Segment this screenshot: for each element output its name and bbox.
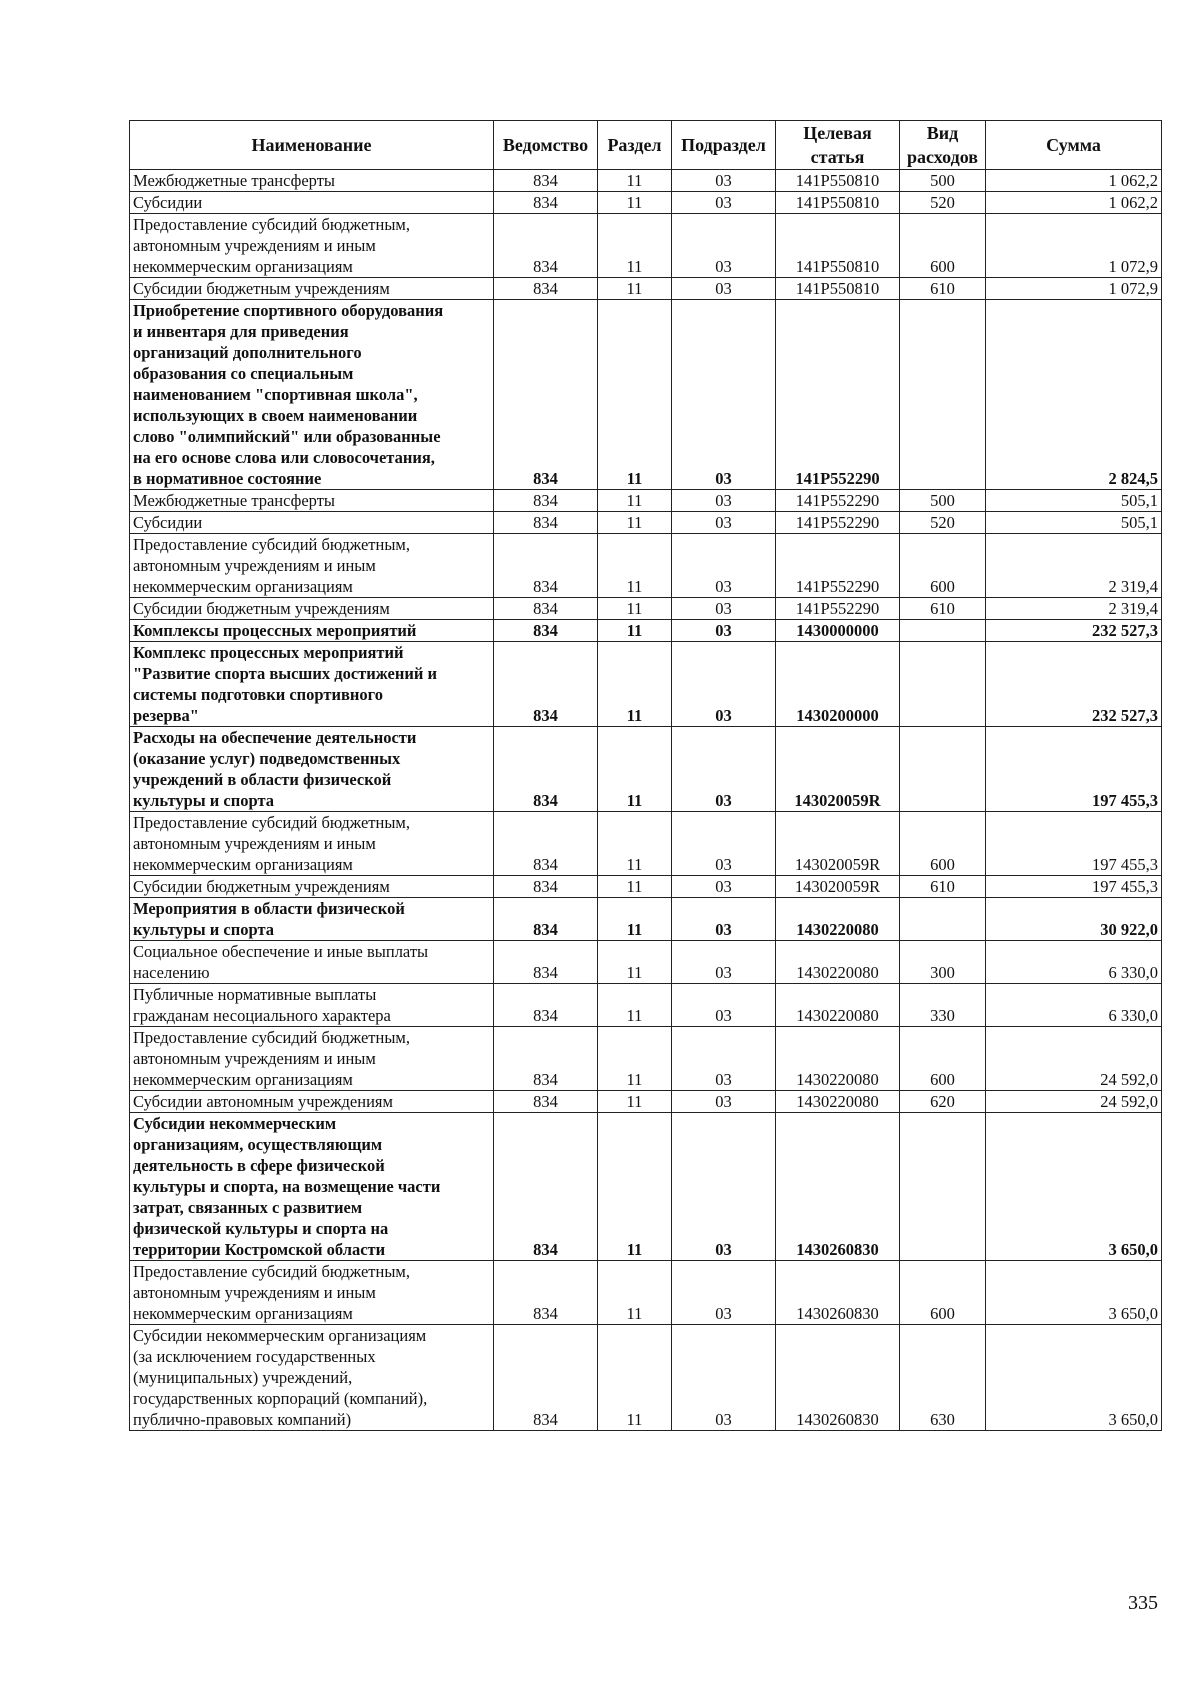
row-name-cell: Предоставление субсидий бюджетным, автономным учреждениям и иным некоммерческим организациям: [130, 1027, 494, 1091]
table-body: [130, 170, 1162, 1431]
row-target-article-cell: 143020059R: [776, 876, 900, 898]
table-row: [130, 1261, 1162, 1325]
row-ved-cell: 834: [494, 192, 598, 214]
row-sum-cell: 197 455,3: [986, 876, 1162, 898]
row-razdel-cell: 11: [598, 170, 672, 192]
table-row: [130, 490, 1162, 512]
row-podrazdel-cell: 03: [672, 984, 776, 1027]
row-name-cell: Мероприятия в области физической культуры и спорта: [130, 898, 494, 941]
row-expense-type-cell: 300: [900, 941, 986, 984]
row-sum-cell: 505,1: [986, 490, 1162, 512]
row-name-cell: Межбюджетные трансферты: [130, 490, 494, 512]
row-razdel-cell: 11: [598, 1261, 672, 1325]
row-expense-type-cell: 500: [900, 490, 986, 512]
row-razdel-cell: 11: [598, 642, 672, 727]
row-name-cell: Предоставление субсидий бюджетным, автономным учреждениям и иным некоммерческим организациям: [130, 534, 494, 598]
table-row: [130, 876, 1162, 898]
row-name-cell: Субсидии некоммерческим организациям (за исключением государственных (муниципальных) учреждений, государственных корпораций (компаний), публично-правовых компаний): [130, 1325, 494, 1431]
row-sum-cell: 1 072,9: [986, 278, 1162, 300]
row-razdel-cell: 11: [598, 192, 672, 214]
row-sum-cell: 1 062,2: [986, 170, 1162, 192]
row-target-article-cell: 1430260830: [776, 1113, 900, 1261]
row-target-article-cell: 1430220080: [776, 984, 900, 1027]
table-header: [130, 121, 1162, 170]
row-sum-cell: 2 319,4: [986, 534, 1162, 598]
table-row: [130, 727, 1162, 812]
row-razdel-cell: 11: [598, 598, 672, 620]
row-name-cell: Субсидии некоммерческим организациям, осуществляющим деятельность в сфере физической культуры и спорта, на возмещение части затрат, связанных с развитием физической культуры и спорта на территории Костромской области: [130, 1113, 494, 1261]
row-podrazdel-cell: 03: [672, 941, 776, 984]
table-row: [130, 984, 1162, 1027]
row-podrazdel-cell: 03: [672, 1261, 776, 1325]
row-expense-type-cell: 500: [900, 170, 986, 192]
table-row: [130, 192, 1162, 214]
table-row: [130, 1113, 1162, 1261]
table-row: [130, 300, 1162, 490]
row-ved-cell: 834: [494, 598, 598, 620]
row-ved-cell: 834: [494, 642, 598, 727]
row-expense-type-cell: 600: [900, 1027, 986, 1091]
row-target-article-cell: 1430200000: [776, 642, 900, 727]
table-row: [130, 812, 1162, 876]
row-name-cell: Публичные нормативные выплаты гражданам несоциального характера: [130, 984, 494, 1027]
row-target-article-cell: 1430220080: [776, 1027, 900, 1091]
row-razdel-cell: 11: [598, 300, 672, 490]
row-name-cell: Расходы на обеспечение деятельности (оказание услуг) подведомственных учреждений в области физической культуры и спорта: [130, 727, 494, 812]
row-expense-type-cell: 610: [900, 598, 986, 620]
row-razdel-cell: 11: [598, 620, 672, 642]
row-expense-type-cell: [900, 1113, 986, 1261]
header-expense-type: Вид расходов: [900, 121, 986, 170]
row-name-cell: Субсидии: [130, 512, 494, 534]
table-row: [130, 1091, 1162, 1113]
row-razdel-cell: 11: [598, 490, 672, 512]
header-podrazdel: Подраздел: [672, 121, 776, 170]
row-sum-cell: 3 650,0: [986, 1113, 1162, 1261]
row-podrazdel-cell: 03: [672, 1091, 776, 1113]
row-ved-cell: 834: [494, 984, 598, 1027]
header-sum: Сумма: [986, 121, 1162, 170]
table-row: [130, 598, 1162, 620]
row-razdel-cell: 11: [598, 941, 672, 984]
row-expense-type-cell: 610: [900, 278, 986, 300]
row-podrazdel-cell: 03: [672, 512, 776, 534]
row-target-article-cell: 141P550810: [776, 278, 900, 300]
row-razdel-cell: 11: [598, 1113, 672, 1261]
table-row: [130, 170, 1162, 192]
row-target-article-cell: 1430260830: [776, 1261, 900, 1325]
row-podrazdel-cell: 03: [672, 1325, 776, 1431]
row-ved-cell: 834: [494, 1091, 598, 1113]
row-sum-cell: 3 650,0: [986, 1325, 1162, 1431]
header-target-article: Целевая статья: [776, 121, 900, 170]
row-razdel-cell: 11: [598, 1325, 672, 1431]
row-name-cell: Предоставление субсидий бюджетным, автономным учреждениям и иным некоммерческим организациям: [130, 214, 494, 278]
table-row: [130, 1325, 1162, 1431]
row-razdel-cell: 11: [598, 534, 672, 598]
row-razdel-cell: 11: [598, 876, 672, 898]
row-target-article-cell: 141P550810: [776, 170, 900, 192]
row-razdel-cell: 11: [598, 214, 672, 278]
row-sum-cell: 24 592,0: [986, 1091, 1162, 1113]
row-ved-cell: 834: [494, 278, 598, 300]
row-name-cell: Субсидии бюджетным учреждениям: [130, 876, 494, 898]
row-target-article-cell: 1430220080: [776, 898, 900, 941]
row-name-cell: Комплексы процессных мероприятий: [130, 620, 494, 642]
row-name-cell: Предоставление субсидий бюджетным, автономным учреждениям и иным некоммерческим организациям: [130, 812, 494, 876]
row-name-cell: Комплекс процессных мероприятий "Развитие спорта высших достижений и системы подготовки спортивного резерва": [130, 642, 494, 727]
row-sum-cell: 197 455,3: [986, 812, 1162, 876]
row-razdel-cell: 11: [598, 727, 672, 812]
row-podrazdel-cell: 03: [672, 490, 776, 512]
row-razdel-cell: 11: [598, 512, 672, 534]
row-ved-cell: 834: [494, 300, 598, 490]
page-number: 335: [1128, 1592, 1158, 1614]
row-name-cell: Субсидии бюджетным учреждениям: [130, 278, 494, 300]
row-expense-type-cell: [900, 898, 986, 941]
row-ved-cell: 834: [494, 1113, 598, 1261]
row-sum-cell: 24 592,0: [986, 1027, 1162, 1091]
header-name: Наименование: [130, 121, 494, 170]
row-name-cell: Межбюджетные трансферты: [130, 170, 494, 192]
row-razdel-cell: 11: [598, 812, 672, 876]
row-sum-cell: 505,1: [986, 512, 1162, 534]
budget-table: [129, 120, 1162, 1431]
row-expense-type-cell: 520: [900, 512, 986, 534]
row-sum-cell: 3 650,0: [986, 1261, 1162, 1325]
row-name-cell: Субсидии бюджетным учреждениям: [130, 598, 494, 620]
header-ved: Ведомство: [494, 121, 598, 170]
row-podrazdel-cell: 03: [672, 598, 776, 620]
row-sum-cell: 6 330,0: [986, 984, 1162, 1027]
row-expense-type-cell: [900, 300, 986, 490]
row-expense-type-cell: 630: [900, 1325, 986, 1431]
row-name-cell: Субсидии: [130, 192, 494, 214]
row-sum-cell: 197 455,3: [986, 727, 1162, 812]
table-row: [130, 278, 1162, 300]
row-podrazdel-cell: 03: [672, 278, 776, 300]
row-name-cell: Субсидии автономным учреждениям: [130, 1091, 494, 1113]
row-expense-type-cell: 330: [900, 984, 986, 1027]
row-razdel-cell: 11: [598, 278, 672, 300]
row-ved-cell: 834: [494, 898, 598, 941]
row-target-article-cell: 143020059R: [776, 812, 900, 876]
row-expense-type-cell: 520: [900, 192, 986, 214]
row-podrazdel-cell: 03: [672, 170, 776, 192]
row-podrazdel-cell: 03: [672, 214, 776, 278]
row-name-cell: Приобретение спортивного оборудования и инвентаря для приведения организаций дополнительного образования со специальным наименованием "спортивная школа", использующих в своем наименовании слово "олимпийский" или образованные на его основе слова или словосочетания, в нормативное состояние: [130, 300, 494, 490]
row-ved-cell: 834: [494, 1325, 598, 1431]
row-expense-type-cell: 610: [900, 876, 986, 898]
row-ved-cell: 834: [494, 620, 598, 642]
row-expense-type-cell: [900, 620, 986, 642]
header-row: [130, 121, 1162, 170]
row-sum-cell: 2 319,4: [986, 598, 1162, 620]
table-row: [130, 1027, 1162, 1091]
row-target-article-cell: 141P552290: [776, 598, 900, 620]
row-expense-type-cell: 600: [900, 534, 986, 598]
row-expense-type-cell: 620: [900, 1091, 986, 1113]
row-expense-type-cell: 600: [900, 812, 986, 876]
row-ved-cell: 834: [494, 490, 598, 512]
row-ved-cell: 834: [494, 534, 598, 598]
row-target-article-cell: 141P552290: [776, 534, 900, 598]
row-ved-cell: 834: [494, 876, 598, 898]
row-ved-cell: 834: [494, 941, 598, 984]
row-ved-cell: 834: [494, 214, 598, 278]
row-ved-cell: 834: [494, 512, 598, 534]
row-sum-cell: 1 072,9: [986, 214, 1162, 278]
row-sum-cell: 2 824,5: [986, 300, 1162, 490]
row-sum-cell: 232 527,3: [986, 642, 1162, 727]
row-podrazdel-cell: 03: [672, 727, 776, 812]
table-row: [130, 620, 1162, 642]
row-sum-cell: 232 527,3: [986, 620, 1162, 642]
row-razdel-cell: 11: [598, 898, 672, 941]
row-target-article-cell: 1430220080: [776, 941, 900, 984]
row-ved-cell: 834: [494, 170, 598, 192]
row-expense-type-cell: 600: [900, 1261, 986, 1325]
row-ved-cell: 834: [494, 727, 598, 812]
row-ved-cell: 834: [494, 1261, 598, 1325]
table-row: [130, 941, 1162, 984]
row-podrazdel-cell: 03: [672, 620, 776, 642]
row-razdel-cell: 11: [598, 1027, 672, 1091]
row-name-cell: Социальное обеспечение и иные выплаты населению: [130, 941, 494, 984]
table-row: [130, 214, 1162, 278]
row-podrazdel-cell: 03: [672, 642, 776, 727]
row-razdel-cell: 11: [598, 984, 672, 1027]
row-target-article-cell: 141P550810: [776, 214, 900, 278]
row-name-cell: Предоставление субсидий бюджетным, автономным учреждениям и иным некоммерческим организациям: [130, 1261, 494, 1325]
row-razdel-cell: 11: [598, 1091, 672, 1113]
row-podrazdel-cell: 03: [672, 876, 776, 898]
row-expense-type-cell: 600: [900, 214, 986, 278]
row-expense-type-cell: [900, 642, 986, 727]
row-podrazdel-cell: 03: [672, 534, 776, 598]
table-row: [130, 512, 1162, 534]
row-target-article-cell: 141P552290: [776, 512, 900, 534]
row-expense-type-cell: [900, 727, 986, 812]
row-podrazdel-cell: 03: [672, 812, 776, 876]
row-target-article-cell: 1430220080: [776, 1091, 900, 1113]
row-target-article-cell: 1430260830: [776, 1325, 900, 1431]
table-row: [130, 534, 1162, 598]
row-podrazdel-cell: 03: [672, 1113, 776, 1261]
budget-table-container: [129, 120, 1161, 1431]
row-podrazdel-cell: 03: [672, 898, 776, 941]
row-target-article-cell: 141P552290: [776, 490, 900, 512]
table-row: [130, 898, 1162, 941]
row-sum-cell: 6 330,0: [986, 941, 1162, 984]
table-row: [130, 642, 1162, 727]
row-target-article-cell: 141P552290: [776, 300, 900, 490]
header-razdel: Раздел: [598, 121, 672, 170]
row-sum-cell: 30 922,0: [986, 898, 1162, 941]
row-podrazdel-cell: 03: [672, 300, 776, 490]
row-target-article-cell: 143020059R: [776, 727, 900, 812]
row-target-article-cell: 141P550810: [776, 192, 900, 214]
row-sum-cell: 1 062,2: [986, 192, 1162, 214]
row-ved-cell: 834: [494, 1027, 598, 1091]
row-target-article-cell: 1430000000: [776, 620, 900, 642]
row-podrazdel-cell: 03: [672, 1027, 776, 1091]
row-ved-cell: 834: [494, 812, 598, 876]
row-podrazdel-cell: 03: [672, 192, 776, 214]
